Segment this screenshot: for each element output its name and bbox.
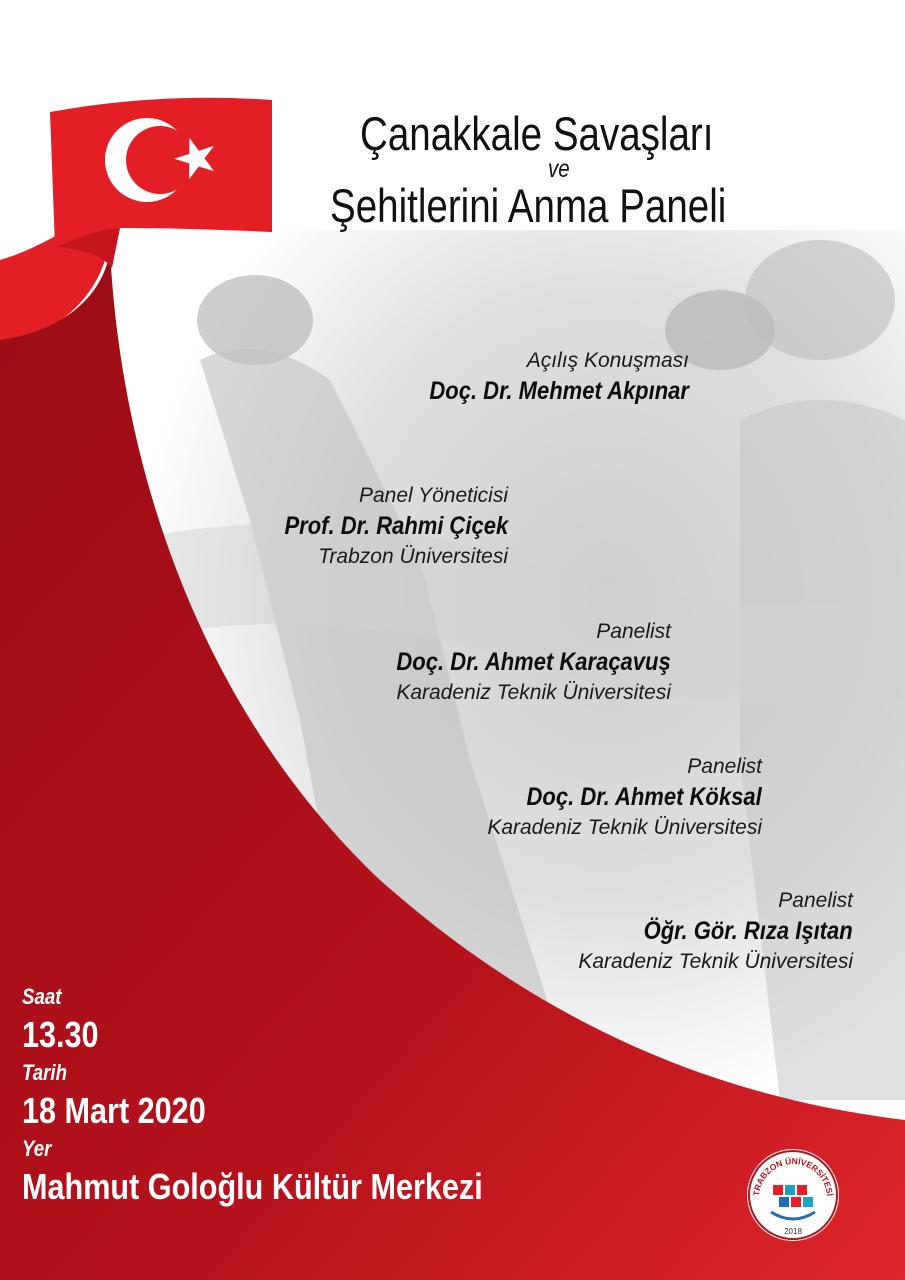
university-logo-icon bbox=[745, 1140, 841, 1250]
date-label: Tarih bbox=[22, 1060, 68, 1085]
logo-year: 2018 bbox=[784, 1227, 802, 1236]
time-label: Saat bbox=[22, 984, 62, 1009]
speaker-name: Prof. Dr. Rahmi Çiçek bbox=[284, 512, 508, 540]
speaker-panelist-1 bbox=[359, 618, 671, 708]
speaker-panelist-2 bbox=[487, 753, 762, 843]
speaker-role: Panelist bbox=[596, 620, 671, 643]
speaker-institution: Karadeniz Teknik Üniversitesi bbox=[487, 816, 762, 839]
logo-name: TRABZON ÜNİVERSİTESİ bbox=[751, 1155, 835, 1197]
title-line-2: Şehitlerini Anma Paneli bbox=[330, 179, 727, 232]
speaker-panelist-3 bbox=[578, 887, 853, 977]
time-value: 13.30 bbox=[22, 1014, 99, 1055]
speaker-role: Panelist bbox=[687, 755, 762, 778]
date-value: 18 Mart 2020 bbox=[22, 1090, 206, 1131]
speaker-name: Doç. Dr. Ahmet Karaçavuş bbox=[396, 648, 671, 676]
title-connector: ve bbox=[548, 155, 570, 183]
speaker-institution: Trabzon Üniversitesi bbox=[318, 545, 508, 568]
speaker-role: Açılış Konuşması bbox=[526, 349, 689, 372]
speaker-moderator bbox=[254, 482, 508, 572]
event-info bbox=[22, 982, 564, 1210]
speaker-institution: Karadeniz Teknik Üniversitesi bbox=[578, 950, 853, 973]
title-line-1: Çanakkale Savaşları bbox=[360, 107, 714, 160]
speaker-name: Doç. Dr. Mehmet Akpınar bbox=[429, 377, 689, 405]
speaker-name: Doç. Dr. Ahmet Köksal bbox=[526, 783, 762, 811]
place-value: Mahmut Goloğlu Kültür Merkezi bbox=[22, 1166, 483, 1207]
speaker-opening bbox=[394, 347, 689, 407]
place-label: Yer bbox=[22, 1136, 52, 1161]
speaker-role: Panel Yöneticisi bbox=[358, 484, 508, 507]
speaker-institution: Karadeniz Teknik Üniversitesi bbox=[396, 681, 671, 704]
speaker-role: Panelist bbox=[778, 889, 853, 912]
speaker-name: Öğr. Gör. Rıza Işıtan bbox=[643, 917, 853, 945]
